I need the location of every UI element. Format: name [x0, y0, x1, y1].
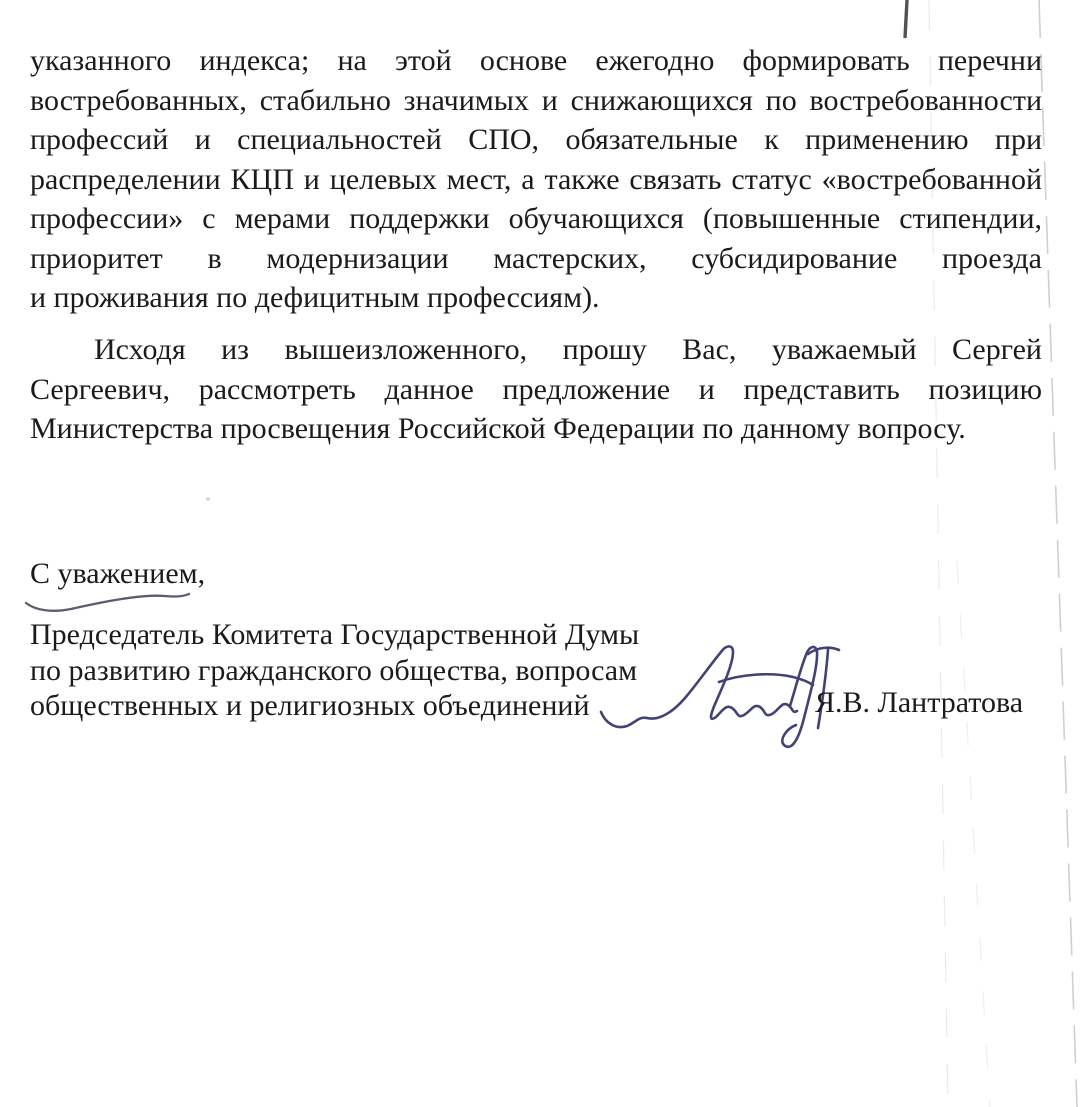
text-line: востребованных, стабильно значимых и снижающихся по востребованности — [30, 83, 1042, 117]
text-line: профессий и специальностей СПО, обязательные к применению при — [30, 123, 1042, 156]
handwritten-signature — [595, 642, 847, 762]
text-line: Министерства просвещения Российской Федерации по данному вопросу. — [30, 412, 966, 445]
scan-artifact-top-tick — [905, 0, 907, 38]
signer-title-line: общественных и религиозных объединений — [30, 689, 590, 722]
signer-name: Я.В. Лантратова — [815, 686, 1024, 719]
scan-artifact-streak-mid2 — [957, 560, 990, 1107]
text-line: распределении КЦП и целевых мест, а также связать статус «востребованной — [30, 162, 1042, 196]
text-line: Исходя из вышеизложенного, прошу Вас, уважаемый Сергей — [94, 333, 1042, 366]
scan-artifact-streak-right — [1039, 0, 1077, 1107]
text-line: приоритет в модернизации мастерских, субсидирование проезда — [30, 241, 1042, 275]
signer-title-line: Председатель Комитета Государственной Думы — [30, 618, 640, 651]
text-line: и проживания по дефицитным профессиям). — [30, 281, 600, 314]
handwritten-underline — [22, 589, 194, 617]
body-paragraph-2 — [30, 330, 1042, 449]
underline-stroke — [26, 594, 189, 611]
body-paragraph-1 — [30, 41, 1042, 318]
scan-artifact-speck — [206, 497, 210, 501]
text-line: профессии» с мерами поддержки обучающихся (повышенные стипендии, — [30, 202, 1042, 235]
signature-strokes — [601, 646, 839, 746]
text-line: Сергеевич, рассмотреть данное предложение и представить позицию — [30, 372, 1042, 406]
salutation-text: С уважением, — [30, 557, 206, 590]
signer-title-line: по развитию гражданского общества, вопросам — [30, 653, 638, 687]
text-line: указанного индекса; на этой основе ежегодно формировать перечни — [30, 44, 1042, 77]
